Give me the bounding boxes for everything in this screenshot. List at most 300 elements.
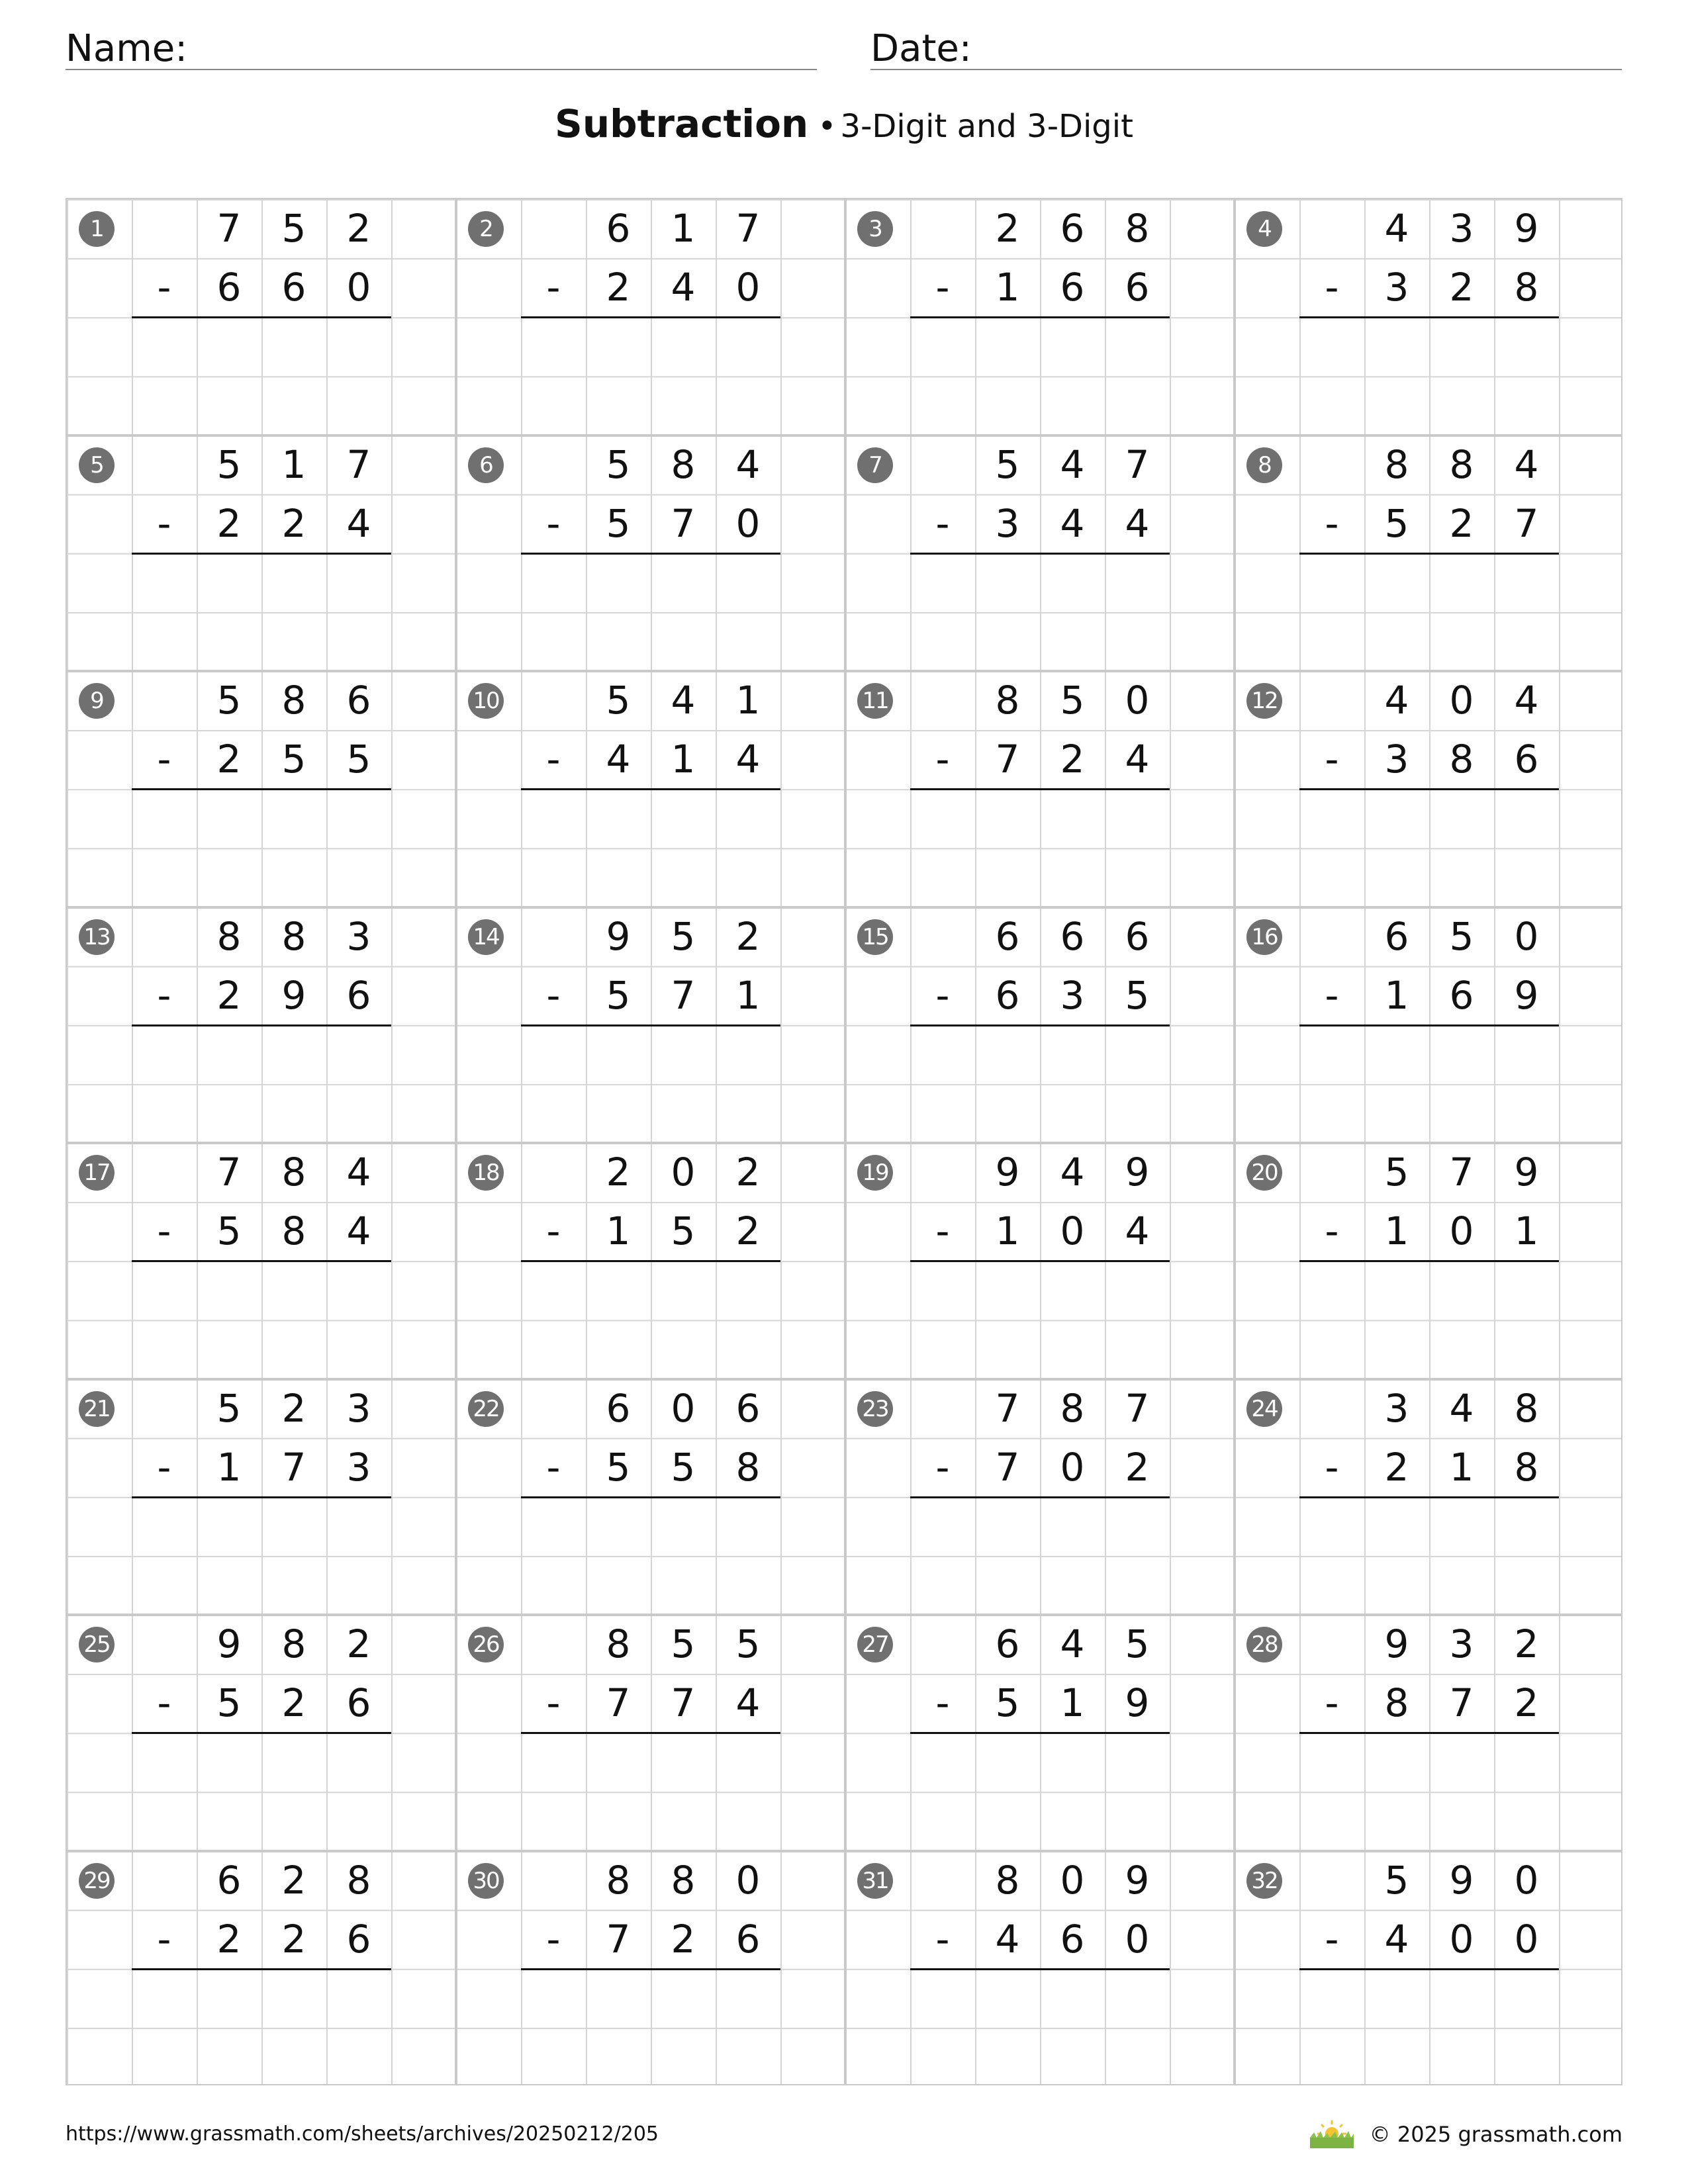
subtrahend-digit: 0 <box>735 265 761 310</box>
subtrahend-digit: 4 <box>1125 1208 1150 1254</box>
title-subtitle: 3-Digit and 3-Digit <box>840 108 1133 145</box>
minuend-digit: 6 <box>216 1857 242 1903</box>
subtrahend-digit: 2 <box>735 1208 761 1254</box>
minus-operator: - <box>157 1916 171 1962</box>
minuend-digit: 0 <box>671 1385 696 1431</box>
minuend-digit: 3 <box>1449 206 1474 251</box>
minuend-digit: 6 <box>606 1385 631 1431</box>
subtrahend-digit: 4 <box>1384 1916 1409 1962</box>
problem-number-badge: 21 <box>79 1391 115 1427</box>
minuend-digit: 2 <box>995 206 1020 251</box>
minus-operator: - <box>546 1208 561 1254</box>
problem-20 <box>1235 1143 1624 1379</box>
problem-number-badge: 4 <box>1246 211 1282 247</box>
minuend-digit: 2 <box>346 1621 371 1666</box>
minuend-digit: 8 <box>281 913 306 959</box>
minuend-digit: 4 <box>1060 1621 1085 1666</box>
minuend-digit: 2 <box>735 1150 761 1195</box>
minus-operator: - <box>157 972 171 1018</box>
subtrahend-digit: 1 <box>216 1444 242 1490</box>
problem-21 <box>67 1379 456 1615</box>
minuend-digit: 5 <box>216 441 242 487</box>
problem-8 <box>1235 435 1624 672</box>
minuend-digit: 3 <box>346 913 371 959</box>
problem-30 <box>456 1851 845 2087</box>
subtrahend-digit: 1 <box>1384 972 1409 1018</box>
minuend-digit: 5 <box>606 678 631 723</box>
minus-operator: - <box>157 737 171 782</box>
minuend-digit: 4 <box>1060 441 1085 487</box>
minuend-digit: 7 <box>1125 441 1150 487</box>
name-field[interactable] <box>66 24 817 70</box>
minuend-digit: 6 <box>1125 913 1150 959</box>
subtrahend-digit: 2 <box>1125 1444 1150 1490</box>
minuend-digit: 4 <box>1514 441 1539 487</box>
subtrahend-digit: 2 <box>1449 265 1474 310</box>
answer-line <box>521 1024 780 1026</box>
answer-line <box>1299 1968 1559 1970</box>
subtrahend-digit: 1 <box>1514 1208 1539 1254</box>
problem-11 <box>845 671 1235 907</box>
subtrahend-digit: 7 <box>671 500 696 546</box>
problem-23 <box>845 1379 1235 1615</box>
subtrahend-digit: 6 <box>735 1916 761 1962</box>
subtrahend-digit: 6 <box>346 972 371 1018</box>
subtrahend-digit: 2 <box>281 1916 306 1962</box>
answer-line <box>1299 1496 1559 1498</box>
minuend-digit: 1 <box>671 206 696 251</box>
minus-operator: - <box>546 737 561 782</box>
subtrahend-digit: 5 <box>216 1208 242 1254</box>
answer-line <box>1299 1732 1559 1734</box>
answer-line <box>910 1024 1170 1026</box>
subtrahend-digit: 1 <box>995 265 1020 310</box>
problem-1 <box>67 199 456 435</box>
minus-operator: - <box>546 265 561 310</box>
subtrahend-digit: 7 <box>1514 500 1539 546</box>
subtrahend-digit: 4 <box>606 737 631 782</box>
subtrahend-digit: 7 <box>281 1444 306 1490</box>
answer-line <box>521 553 780 555</box>
minuend-digit: 5 <box>671 913 696 959</box>
subtrahend-digit: 4 <box>346 1208 371 1254</box>
problem-17 <box>67 1143 456 1379</box>
problem-24 <box>1235 1379 1624 1615</box>
minuend-digit: 5 <box>1449 913 1474 959</box>
subtrahend-digit: 6 <box>281 265 306 310</box>
minus-operator: - <box>157 1680 171 1726</box>
problem-number-badge: 24 <box>1246 1391 1282 1427</box>
problem-18 <box>456 1143 845 1379</box>
answer-line <box>132 1968 391 1970</box>
minuend-digit: 4 <box>346 1150 371 1195</box>
answer-line <box>521 788 780 790</box>
minuend-digit: 8 <box>1449 441 1474 487</box>
subtrahend-digit: 7 <box>606 1680 631 1726</box>
problem-number-badge: 12 <box>1246 683 1282 719</box>
problem-number-badge: 13 <box>79 919 115 955</box>
answer-line <box>132 1024 391 1026</box>
problem-number-badge: 1 <box>79 211 115 247</box>
problem-number-badge: 14 <box>468 919 504 955</box>
name-label: Name: <box>66 27 188 70</box>
subtrahend-digit: 7 <box>606 1916 631 1962</box>
problem-number-badge: 25 <box>79 1627 115 1662</box>
answer-line <box>132 316 391 318</box>
minuend-digit: 4 <box>1449 1385 1474 1431</box>
subtrahend-digit: 7 <box>995 1444 1020 1490</box>
subtrahend-digit: 0 <box>1060 1444 1085 1490</box>
problem-number-badge: 30 <box>468 1863 504 1899</box>
problem-number-badge: 18 <box>468 1155 504 1191</box>
subtrahend-digit: 6 <box>346 1680 371 1726</box>
problem-number-badge: 3 <box>857 211 893 247</box>
minuend-digit: 2 <box>606 1150 631 1195</box>
answer-line <box>910 1732 1170 1734</box>
subtrahend-digit: 0 <box>346 265 371 310</box>
problem-number-badge: 6 <box>468 447 504 483</box>
minus-operator: - <box>935 500 950 546</box>
minuend-digit: 4 <box>1384 206 1409 251</box>
minuend-digit: 0 <box>1514 913 1539 959</box>
subtrahend-digit: 1 <box>735 972 761 1018</box>
subtrahend-digit: 3 <box>1384 737 1409 782</box>
minuend-digit: 4 <box>1384 678 1409 723</box>
minuend-digit: 8 <box>281 678 306 723</box>
answer-line <box>910 1968 1170 1970</box>
minuend-digit: 6 <box>1060 206 1085 251</box>
subtrahend-digit: 5 <box>216 1680 242 1726</box>
minuend-digit: 6 <box>606 206 631 251</box>
answer-line <box>521 1496 780 1498</box>
minuend-digit: 5 <box>1384 1150 1409 1195</box>
minuend-digit: 1 <box>735 678 761 723</box>
subtrahend-digit: 4 <box>995 1916 1020 1962</box>
problem-32 <box>1235 1851 1624 2087</box>
subtrahend-digit: 0 <box>1060 1208 1085 1254</box>
minuend-digit: 0 <box>1125 678 1150 723</box>
subtrahend-digit: 1 <box>1449 1444 1474 1490</box>
minuend-digit: 9 <box>1514 1150 1539 1195</box>
minus-operator: - <box>546 1444 561 1490</box>
answer-line <box>132 553 391 555</box>
subtrahend-digit: 6 <box>1060 265 1085 310</box>
problem-26 <box>456 1615 845 1851</box>
minuend-digit: 9 <box>1449 1857 1474 1903</box>
minuend-digit: 2 <box>281 1385 306 1431</box>
subtrahend-digit: 2 <box>1384 1444 1409 1490</box>
subtrahend-digit: 0 <box>1514 1916 1539 1962</box>
minuend-digit: 5 <box>1125 1621 1150 1666</box>
problem-number-badge: 22 <box>468 1391 504 1427</box>
minuend-digit: 6 <box>995 1621 1020 1666</box>
subtrahend-digit: 8 <box>281 1208 306 1254</box>
problem-number-badge: 7 <box>857 447 893 483</box>
subtrahend-digit: 5 <box>671 1444 696 1490</box>
minuend-digit: 8 <box>1514 1385 1539 1431</box>
minuend-digit: 7 <box>1125 1385 1150 1431</box>
minus-operator: - <box>546 500 561 546</box>
minuend-digit: 1 <box>281 441 306 487</box>
problem-number-badge: 32 <box>1246 1863 1282 1899</box>
problem-5 <box>67 435 456 672</box>
answer-line <box>132 1260 391 1262</box>
subtrahend-digit: 2 <box>216 737 242 782</box>
minuend-digit: 6 <box>1384 913 1409 959</box>
problem-number-badge: 27 <box>857 1627 893 1662</box>
minus-operator: - <box>1325 972 1339 1018</box>
minuend-digit: 2 <box>346 206 371 251</box>
subtrahend-digit: 3 <box>1384 265 1409 310</box>
minuend-digit: 2 <box>735 913 761 959</box>
problem-number-badge: 5 <box>79 447 115 483</box>
subtrahend-digit: 5 <box>606 972 631 1018</box>
subtrahend-digit: 4 <box>735 737 761 782</box>
problem-10 <box>456 671 845 907</box>
subtrahend-digit: 9 <box>1514 972 1539 1018</box>
subtrahend-digit: 4 <box>735 1680 761 1726</box>
subtrahend-digit: 3 <box>1060 972 1085 1018</box>
minuend-digit: 7 <box>735 206 761 251</box>
subtrahend-digit: 1 <box>671 737 696 782</box>
answer-line <box>521 1260 780 1262</box>
minus-operator: - <box>1325 500 1339 546</box>
subtrahend-digit: 5 <box>606 500 631 546</box>
problem-9 <box>67 671 456 907</box>
problem-number-badge: 9 <box>79 683 115 719</box>
subtrahend-digit: 0 <box>1125 1916 1150 1962</box>
minuend-digit: 6 <box>346 678 371 723</box>
minuend-digit: 5 <box>671 1621 696 1666</box>
answer-line <box>132 1496 391 1498</box>
problem-25 <box>67 1615 456 1851</box>
minuend-digit: 2 <box>281 1857 306 1903</box>
minuend-digit: 5 <box>735 1621 761 1666</box>
worksheet-title <box>0 101 1688 146</box>
answer-line <box>1299 788 1559 790</box>
subtrahend-digit: 2 <box>216 1916 242 1962</box>
answer-line <box>1299 1024 1559 1026</box>
minuend-digit: 5 <box>995 441 1020 487</box>
minus-operator: - <box>935 972 950 1018</box>
minus-operator: - <box>546 972 561 1018</box>
date-label: Date: <box>870 27 972 70</box>
minuend-digit: 8 <box>216 913 242 959</box>
problem-2 <box>456 199 845 435</box>
problem-31 <box>845 1851 1235 2087</box>
subtrahend-digit: 5 <box>606 1444 631 1490</box>
problem-22 <box>456 1379 845 1615</box>
subtrahend-digit: 5 <box>1125 972 1150 1018</box>
problem-27 <box>845 1615 1235 1851</box>
answer-line <box>910 788 1170 790</box>
footer-url: https://www.grassmath.com/sheets/archives/20250212/205 <box>66 2122 659 2146</box>
subtrahend-digit: 2 <box>281 1680 306 1726</box>
subtrahend-digit: 9 <box>281 972 306 1018</box>
subtrahend-digit: 4 <box>671 265 696 310</box>
minuend-digit: 5 <box>216 678 242 723</box>
minuend-digit: 0 <box>1060 1857 1085 1903</box>
subtrahend-digit: 0 <box>735 500 761 546</box>
minuend-digit: 8 <box>1060 1385 1085 1431</box>
problem-number-badge: 11 <box>857 683 893 719</box>
minus-operator: - <box>546 1680 561 1726</box>
subtrahend-digit: 8 <box>1514 1444 1539 1490</box>
subtrahend-digit: 3 <box>346 1444 371 1490</box>
subtrahend-digit: 9 <box>1125 1680 1150 1726</box>
minuend-digit: 2 <box>1514 1621 1539 1666</box>
minus-operator: - <box>1325 1208 1339 1254</box>
answer-line <box>132 1732 391 1734</box>
minuend-digit: 7 <box>216 1150 242 1195</box>
minuend-digit: 7 <box>216 206 242 251</box>
subtrahend-digit: 8 <box>1449 737 1474 782</box>
subtrahend-digit: 2 <box>216 500 242 546</box>
minus-operator: - <box>546 1916 561 1962</box>
problem-number-badge: 15 <box>857 919 893 955</box>
answer-line <box>910 316 1170 318</box>
minus-operator: - <box>1325 265 1339 310</box>
minuend-digit: 8 <box>1125 206 1150 251</box>
grass-sun-logo-icon <box>1309 2119 1355 2150</box>
minus-operator: - <box>157 1444 171 1490</box>
subtrahend-digit: 4 <box>1125 737 1150 782</box>
minus-operator: - <box>935 1208 950 1254</box>
minuend-digit: 0 <box>1514 1857 1539 1903</box>
minuend-digit: 9 <box>1125 1857 1150 1903</box>
minuend-digit: 5 <box>606 441 631 487</box>
minuend-digit: 5 <box>216 1385 242 1431</box>
minuend-digit: 9 <box>995 1150 1020 1195</box>
problem-28 <box>1235 1615 1624 1851</box>
minus-operator: - <box>157 265 171 310</box>
subtrahend-digit: 2 <box>1514 1680 1539 1726</box>
minuend-digit: 8 <box>671 1857 696 1903</box>
minuend-digit: 6 <box>1060 913 1085 959</box>
minus-operator: - <box>935 1680 950 1726</box>
answer-line <box>521 1968 780 1970</box>
subtrahend-digit: 4 <box>1125 500 1150 546</box>
subtrahend-digit: 2 <box>1060 737 1085 782</box>
minuend-digit: 9 <box>1514 206 1539 251</box>
subtrahend-digit: 2 <box>1449 500 1474 546</box>
answer-line <box>1299 1260 1559 1262</box>
minus-operator: - <box>935 1444 950 1490</box>
minuend-digit: 9 <box>216 1621 242 1666</box>
problem-number-badge: 2 <box>468 211 504 247</box>
subtrahend-digit: 7 <box>671 972 696 1018</box>
subtrahend-digit: 2 <box>216 972 242 1018</box>
answer-line <box>132 788 391 790</box>
subtrahend-digit: 4 <box>1060 500 1085 546</box>
minus-operator: - <box>1325 1680 1339 1726</box>
subtrahend-digit: 1 <box>1384 1208 1409 1254</box>
minus-operator: - <box>935 737 950 782</box>
minuend-digit: 7 <box>346 441 371 487</box>
problem-number-badge: 20 <box>1246 1155 1282 1191</box>
problem-number-badge: 16 <box>1246 919 1282 955</box>
subtrahend-digit: 8 <box>735 1444 761 1490</box>
problem-number-badge: 8 <box>1246 447 1282 483</box>
answer-line <box>521 1732 780 1734</box>
minuend-digit: 8 <box>281 1621 306 1666</box>
minuend-digit: 0 <box>735 1857 761 1903</box>
minuend-digit: 3 <box>1384 1385 1409 1431</box>
problem-4 <box>1235 199 1624 435</box>
minuend-digit: 8 <box>606 1857 631 1903</box>
minuend-digit: 9 <box>1384 1621 1409 1666</box>
minuend-digit: 7 <box>1449 1150 1474 1195</box>
problem-7 <box>845 435 1235 672</box>
answer-line <box>910 1260 1170 1262</box>
subtrahend-digit: 6 <box>346 1916 371 1962</box>
problem-number-badge: 10 <box>468 683 504 719</box>
copyright-text: © 2025 grassmath.com <box>1369 2122 1622 2147</box>
subtrahend-digit: 4 <box>346 500 371 546</box>
date-field[interactable] <box>870 24 1622 70</box>
subtrahend-digit: 0 <box>1449 1208 1474 1254</box>
minuend-digit: 8 <box>281 1150 306 1195</box>
problem-number-badge: 29 <box>79 1863 115 1899</box>
subtrahend-digit: 6 <box>1514 737 1539 782</box>
subtrahend-digit: 8 <box>1384 1680 1409 1726</box>
subtrahend-digit: 6 <box>1449 972 1474 1018</box>
minuend-digit: 8 <box>606 1621 631 1666</box>
minuend-digit: 8 <box>995 678 1020 723</box>
problem-number-badge: 31 <box>857 1863 893 1899</box>
subtrahend-digit: 6 <box>216 265 242 310</box>
minuend-digit: 4 <box>1514 678 1539 723</box>
minus-operator: - <box>935 1916 950 1962</box>
minuend-digit: 6 <box>995 913 1020 959</box>
subtrahend-digit: 7 <box>1449 1680 1474 1726</box>
problem-12 <box>1235 671 1624 907</box>
problem-16 <box>1235 907 1624 1144</box>
subtrahend-digit: 0 <box>1449 1916 1474 1962</box>
subtrahend-digit: 7 <box>671 1680 696 1726</box>
subtrahend-digit: 5 <box>346 737 371 782</box>
subtrahend-digit: 1 <box>606 1208 631 1254</box>
subtrahend-digit: 5 <box>281 737 306 782</box>
subtrahend-digit: 7 <box>995 737 1020 782</box>
minuend-digit: 6 <box>735 1385 761 1431</box>
minus-operator: - <box>935 265 950 310</box>
minuend-digit: 3 <box>1449 1621 1474 1666</box>
subtrahend-digit: 1 <box>1060 1680 1085 1726</box>
answer-line <box>1299 316 1559 318</box>
problem-13 <box>67 907 456 1144</box>
minuend-digit: 4 <box>671 678 696 723</box>
minuend-digit: 0 <box>671 1150 696 1195</box>
minuend-digit: 4 <box>735 441 761 487</box>
minuend-digit: 7 <box>995 1385 1020 1431</box>
subtrahend-digit: 6 <box>995 972 1020 1018</box>
problem-number-badge: 28 <box>1246 1627 1282 1662</box>
problem-15 <box>845 907 1235 1144</box>
footer-branding <box>1309 2118 1622 2151</box>
minus-operator: - <box>157 1208 171 1254</box>
minuend-digit: 8 <box>995 1857 1020 1903</box>
subtrahend-digit: 2 <box>281 500 306 546</box>
minus-operator: - <box>157 500 171 546</box>
subtrahend-digit: 5 <box>671 1208 696 1254</box>
problem-6 <box>456 435 845 672</box>
minuend-digit: 8 <box>346 1857 371 1903</box>
title-main: Subtraction <box>555 101 809 146</box>
answer-line <box>910 553 1170 555</box>
problem-grid <box>66 198 1622 2085</box>
problem-number-badge: 19 <box>857 1155 893 1191</box>
